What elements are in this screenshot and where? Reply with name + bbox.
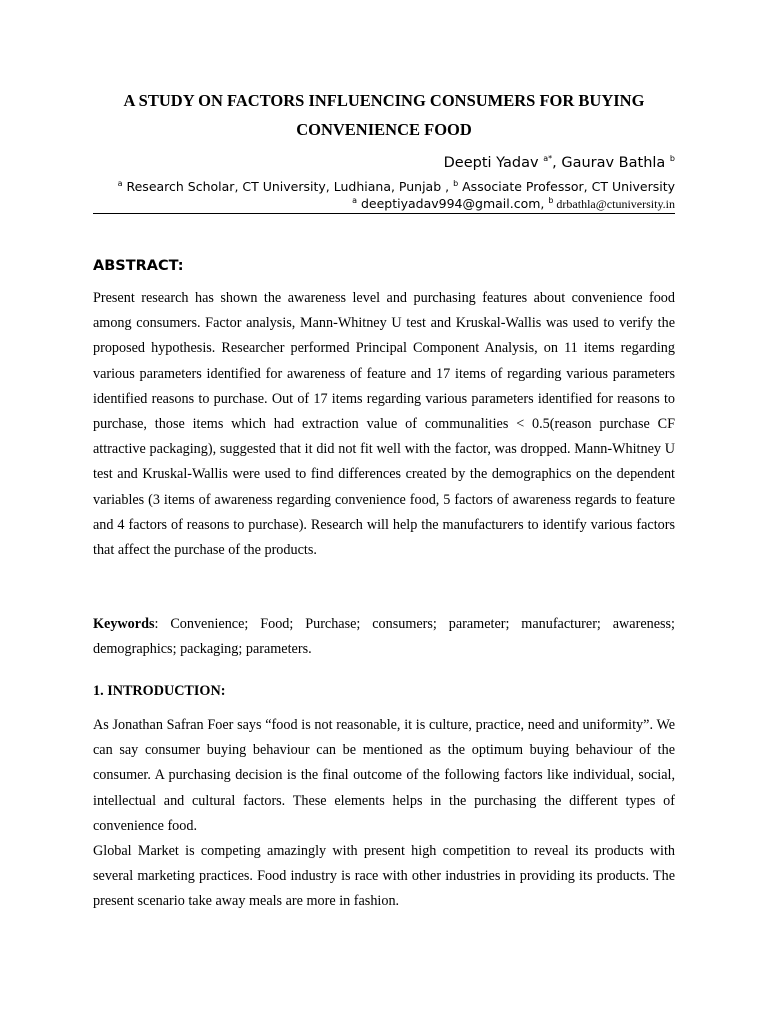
aff-b-sup: b [453, 179, 459, 188]
email-a[interactable]: deeptiyadav994@gmail.com, [357, 196, 549, 212]
keywords-paragraph [93, 612, 675, 662]
keywords-text: : Convenience; Food; Purchase; consumers; parameter; manufacturer; awareness; demographics; packaging; parameters. [93, 616, 675, 658]
author-1-sup: a* [543, 154, 553, 163]
email-a-sup: a [352, 196, 357, 205]
paper-title [93, 86, 675, 144]
author-line [444, 154, 675, 171]
aff-a-sup: a [117, 179, 123, 188]
author-2-sup: b [669, 154, 675, 163]
title-line-2: CONVENIENCE FOOD [296, 120, 472, 139]
introduction-paragraph-2: Global Market is competing amazingly with present high competition to reveal its products with several marketing practices. Food industry is race with other industries in providing its products. The present scenario take away meals are more in fashion. [93, 843, 675, 910]
introduction-paragraph-1: As Jonathan Safran Foer says “food is not reasonable, it is culture, practice, need and uniformity”. We can say consumer buying behaviour can be mentioned as the optimum buying behaviour of the consumer. A purchasing decision is the final outcome of the following factors like individual, social, intellectual and cultural factors. These elements helps in the purchasing the different types of convenience food. [93, 717, 675, 834]
email-b-sup: b [548, 196, 554, 205]
header-divider [93, 213, 675, 214]
abstract-heading: ABSTRACT: [93, 258, 184, 274]
aff-b-text: Associate Professor, CT University [458, 179, 675, 195]
title-line-1: A STUDY ON FACTORS INFLUENCING CONSUMERS FOR BUYING [123, 91, 645, 110]
keywords-label: Keywords [93, 616, 155, 632]
abstract-text: Present research has shown the awareness level and purchasing features about convenience food among consumers. Factor analysis, Mann-Whitney U test and Kruskal-Wallis was used to verify the proposed hypothesis. Researcher performed Principal Component Analysis, on 11 items regarding various parameters identified for awareness of feature and 17 items of regarding various parameters identified reasons to purchase. Out of 17 items regarding various parameters identified for reasons to purchase, those items which had extraction value of communalities < 0.5(reason purchase CF attractive packaging), suggested that it did not fit well with the factor, was dropped. Mann-Whitney U test and Kruskal-Wallis were used to find differences created by the demographics on the dependent variables (3 items of awareness regarding convenience food, 5 factors of awareness regards to feature and 4 factors of reasons to purchase). Research will help the manufacturers to identify various factors that affect the purchase of the products. [93, 290, 675, 559]
author-separator: , Gaurav Bathla [552, 154, 670, 171]
aff-a-text: Research Scholar, CT University, Ludhiana, Punjab , [122, 179, 454, 195]
author-1: Deepti Yadav [443, 154, 544, 171]
introduction-body [93, 713, 675, 915]
introduction-heading: 1. INTRODUCTION: [93, 683, 226, 699]
email-b[interactable]: drbathla@ctuniversity.in [553, 197, 675, 212]
author-emails [352, 196, 675, 212]
affiliations [118, 179, 675, 194]
